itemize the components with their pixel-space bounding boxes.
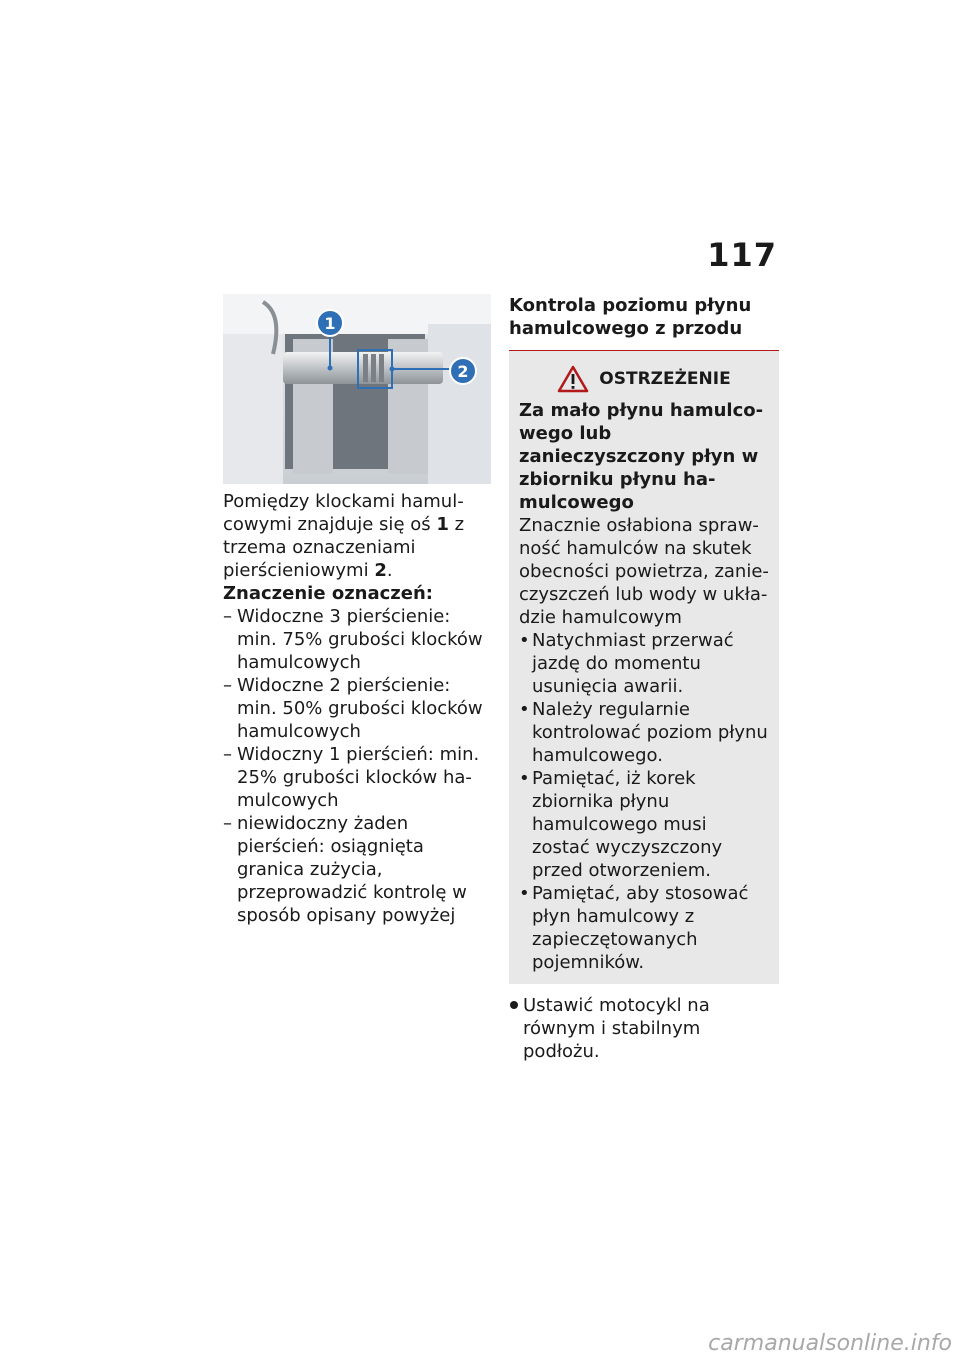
legend-item: – Widoczne 3 pierścienie: min. 75% grubości klocków hamulcowych	[223, 605, 491, 674]
legend-item: – Widoczny 1 pierścień: min. 25% grubości klocków hamulcowych	[223, 743, 491, 812]
action-step: Ustawić motocykl na równym i stabilnym podłożu.	[509, 994, 779, 1063]
callout-1	[317, 310, 343, 336]
legend-item: – Widoczne 2 pierścienie: min. 50% grubości klocków hamulcowych	[223, 674, 491, 743]
warning-title: Za mało płynu hamulcowego lub zanieczyszczony płyn w zbiorniku płynu hamulcowego	[519, 400, 764, 513]
left-column	[223, 294, 491, 927]
callout-2-label: 2	[457, 362, 469, 381]
callout-2	[450, 358, 476, 384]
warning-bullets	[519, 629, 769, 974]
brake-pad-figure	[223, 294, 491, 484]
warning-triangle-icon	[557, 365, 589, 393]
legend-item: – niewidoczny żaden pierścień: osiągnięta granica zużycia, przeprowadzić kontrolę w sposób opisany powyżej	[223, 812, 491, 927]
warning-bullet: • Pamiętać, aby stosować płyn hamulcowy z zapieczętowanych pojemników.	[519, 882, 769, 974]
page-number: 117	[707, 236, 777, 274]
intro-paragraph	[223, 490, 491, 582]
intro-text-c: .	[386, 560, 393, 581]
intro-ref-1: 1	[436, 514, 449, 535]
warning-bullet: • Pamiętać, iż korek zbiornika płynu hamulcowego musi zostać wyczyszczony przed otworzeniem.	[519, 767, 769, 882]
watermark: carmanualsonline.info	[708, 1331, 952, 1356]
legend-heading: Znaczenie oznaczeń:	[223, 583, 433, 604]
right-column	[509, 294, 779, 1063]
intro-text-b: z trzema oznaczeniami pierścieniowymi	[223, 514, 465, 581]
warning-text: Znacznie osłabiona sprawność hamulców na skutek obecności powietrza, zanieczyszczeń lub wody w układzie hamulcowym	[519, 515, 769, 628]
intro-ref-2: 2	[374, 560, 387, 581]
brake-pad-illustration	[223, 294, 491, 484]
warning-box	[509, 351, 779, 984]
action-list	[509, 994, 779, 1063]
legend-list	[223, 605, 491, 927]
callout-1-label: 1	[324, 314, 336, 333]
warning-label: OSTRZEŻENIE	[599, 368, 731, 389]
warning-bullet: • Natychmiast przerwać jazdę do momentu usunięcia awarii.	[519, 629, 769, 698]
warning-header	[519, 365, 769, 393]
warning-bullet: • Należy regularnie kontrolować poziom płynu hamulcowego.	[519, 698, 769, 767]
section-title: Kontrola poziomu płynu hamulcowego z przodu	[509, 294, 779, 351]
intro-text-a: Pomiędzy klockami hamulcowymi znajduje się oś	[223, 491, 464, 535]
